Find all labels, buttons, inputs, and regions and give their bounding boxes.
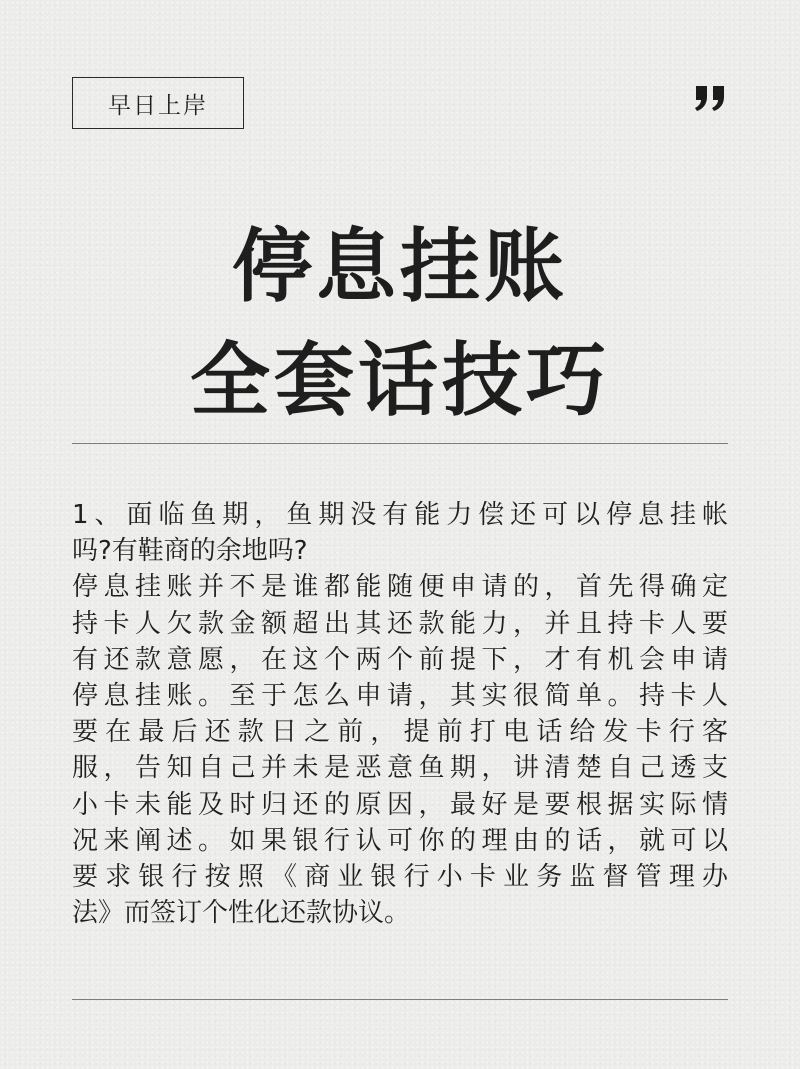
body-line: 持卡人欠款金额超出其还款能力，并且持卡人要: [72, 608, 728, 639]
bottom-divider: [72, 999, 728, 1000]
body-line: 服，告知自己并未是恶意鱼期，讲清楚自己透支: [72, 753, 728, 784]
body-line: 1、面临鱼期，鱼期没有能力偿还可以停息挂帐: [72, 500, 728, 530]
body-line: 有还款意愿，在这个两个前提下，才有机会申请: [72, 644, 728, 675]
body-line: 要在最后还款日之前，提前打电话给发卡行客: [72, 717, 728, 748]
body-line: 停息挂账。至于怎么申请，其实很简单。持卡人: [72, 681, 728, 712]
body-line: 吗?有鞋商的余地吗?: [72, 536, 308, 567]
closing-quote-icon: [694, 84, 728, 114]
title-line-2: 全套话技巧: [190, 333, 610, 427]
body-line: 况来阐述。如果银行认可你的理由的话，就可以: [72, 825, 728, 856]
body-line: 小卡未能及时归还的原因，最好是要根据实际情: [72, 789, 728, 820]
tag-label: 早日上岸: [72, 77, 244, 129]
body-line: 停息挂账并不是谁都能随便申请的，首先得确定: [72, 572, 728, 603]
article-body: [72, 497, 728, 931]
top-divider: [72, 443, 728, 444]
body-line: 法》而签订个性化还款协议。: [72, 898, 411, 929]
body-line: 要求银行按照《商业银行小卡业务监督管理办: [72, 862, 728, 893]
title-line-1: 停息挂账: [232, 219, 568, 313]
